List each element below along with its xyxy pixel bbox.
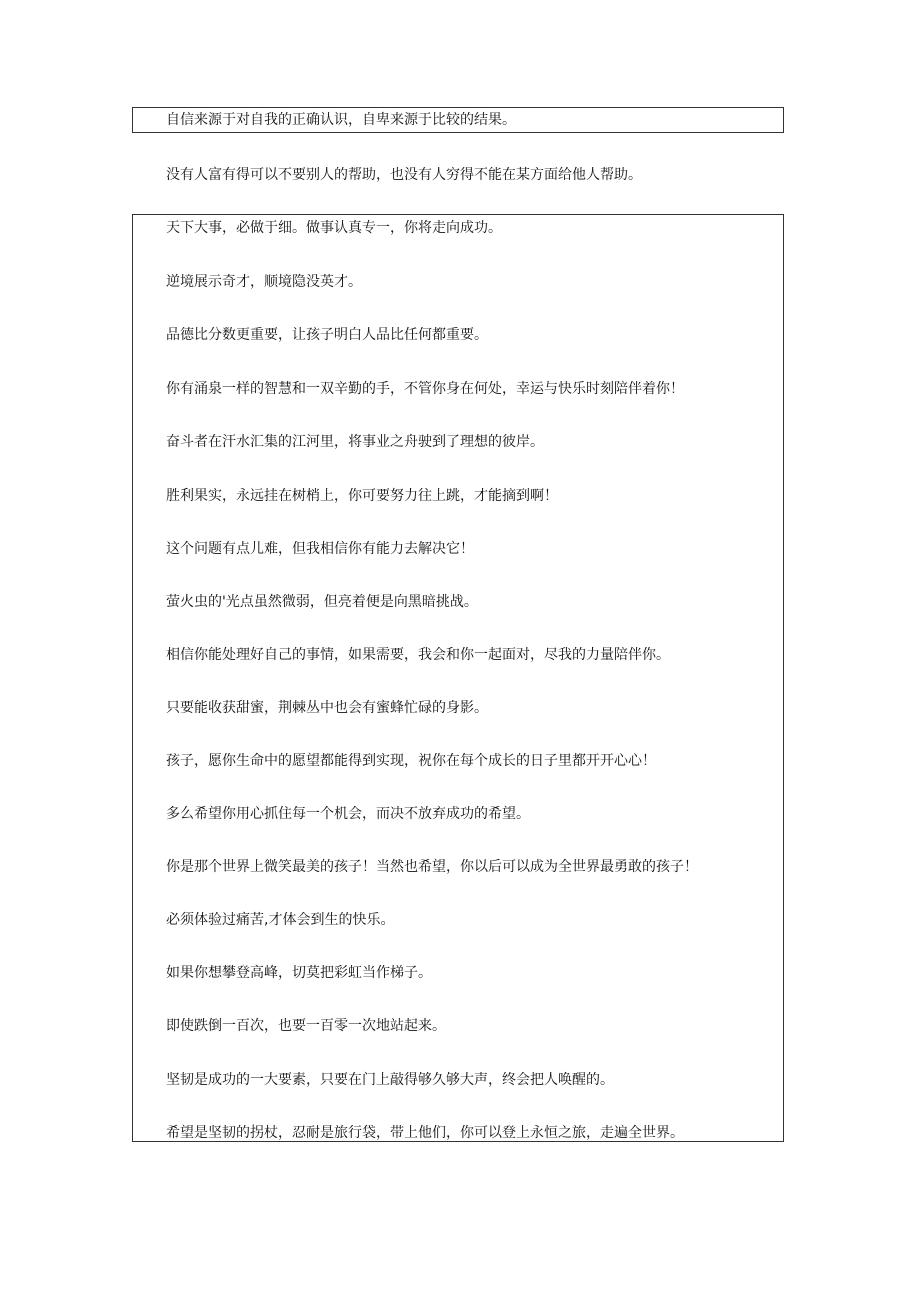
main-box-line-10: 只要能收获甜蜜，荆棘丛中也会有蜜蜂忙碌的身影。 [166,700,488,716]
free-text-line: 没有人富有得可以不要别人的帮助，也没有人穷得不能在某方面给他人帮助。 [166,167,642,183]
main-box-line-12: 多么希望你用心抓住每一个机会，而决不放弃成功的希望。 [166,806,530,822]
main-box-line-7: 这个问题有点儿难，但我相信你有能力去解决它！ [166,541,474,557]
top-box-text: 自信来源于对自我的正确认识，自卑来源于比较的结果。 [166,112,516,128]
main-box-line-6: 胜利果实，永远挂在树梢上，你可要努力往上跳，才能摘到啊！ [166,488,558,504]
main-box-line-1: 天下大事，必做于细。做事认真专一，你将走向成功。 [166,220,502,236]
main-box-line-9: 相信你能处理好自己的事情，如果需要，我会和你一起面对，尽我的力量陪伴你。 [166,647,670,663]
main-box-line-13: 你是那个世界上微笑最美的孩子！当然也希望，你以后可以成为全世界最勇敢的孩子！ [166,859,698,875]
main-box-line-8: 萤火虫的'光点虽然微弱，但亮着便是向黑暗挑战。 [166,594,478,610]
main-box-line-17: 坚韧是成功的一大要素，只要在门上敲得够久够大声，终会把人唤醒的。 [166,1072,614,1088]
main-box-line-18: 希望是坚韧的拐杖，忍耐是旅行袋，带上他们，你可以登上永恒之旅，走遍全世界。 [166,1125,684,1141]
main-box-line-5: 奋斗者在汗水汇集的江河里，将事业之舟驶到了理想的彼岸。 [166,434,544,450]
main-box-line-2: 逆境展示奇才，顺境隐没英才。 [166,274,362,290]
main-box-line-4: 你有涌泉一样的智慧和一双辛勤的手，不管你身在何处，幸运与快乐时刻陪伴着你！ [166,381,684,397]
main-text-box [132,214,784,1142]
main-box-line-3: 品德比分数更重要，让孩子明白人品比任何都重要。 [166,327,488,343]
main-box-line-15: 如果你想攀登高峰，切莫把彩虹当作梯子。 [166,965,432,981]
main-box-line-16: 即使跌倒一百次，也要一百零一次地站起来。 [166,1018,446,1034]
main-box-line-14: 必须体验过痛苦,才体会到生的快乐。 [166,912,395,928]
main-box-line-11: 孩子，愿你生命中的愿望都能得到实现，祝你在每个成长的日子里都开开心心！ [166,753,656,769]
